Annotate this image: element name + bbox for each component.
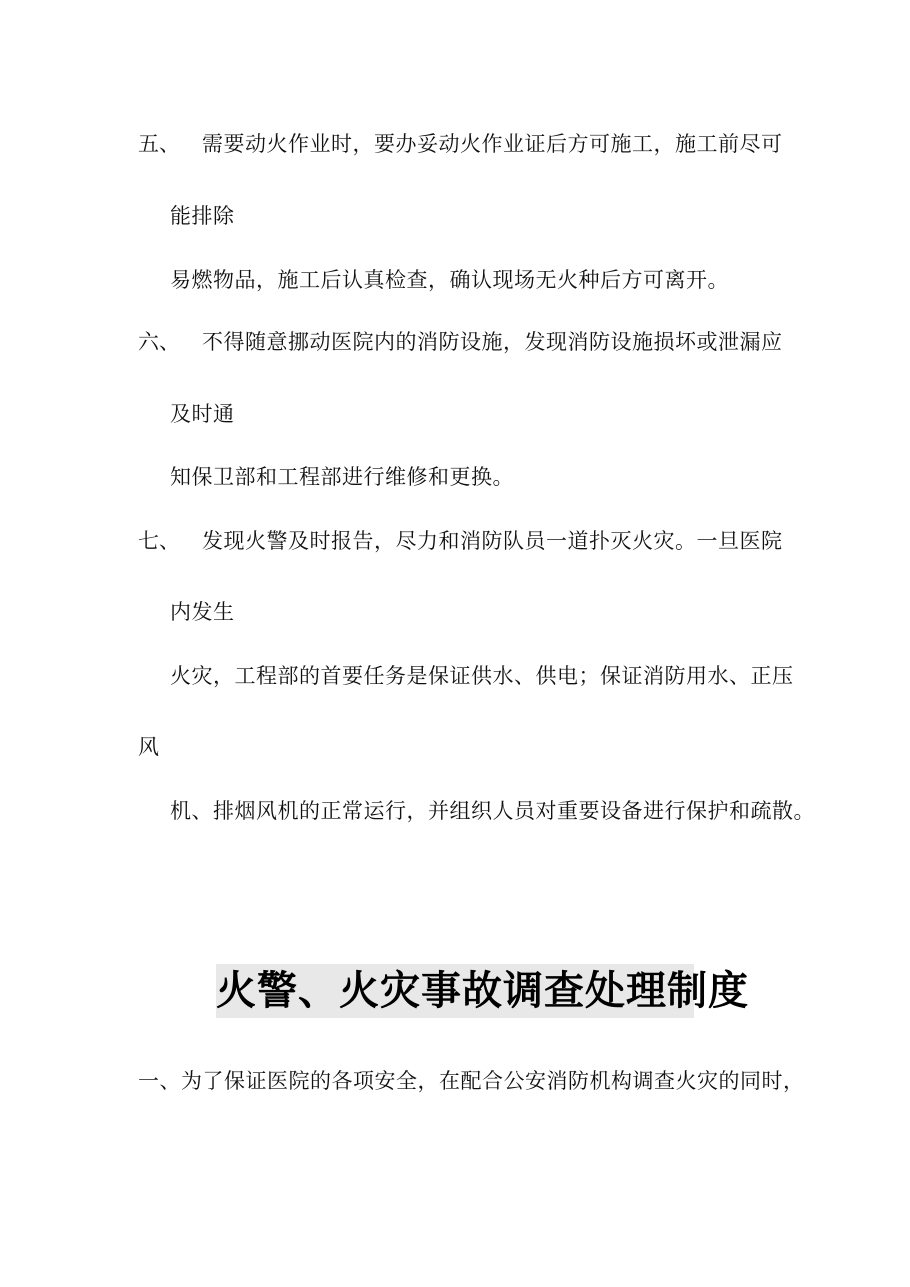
- item-7-number: 七、: [138, 529, 180, 553]
- item-5-number: 五、: [138, 132, 180, 156]
- item-6-continuation-2: 知保卫部和工程部进行维修和更换。: [170, 465, 514, 489]
- section-title: 火警、火灾事故调查处理制度: [216, 968, 749, 1014]
- item-7-continuation-4: 机、排烟风机的正常运行，并组织人员对重要设备进行保护和疏散。: [170, 799, 815, 823]
- item-7-continuation-1: 内发生: [170, 600, 235, 624]
- item-7-continuation-3: 风: [138, 735, 160, 759]
- item-5-continuation-1: 能排除: [170, 204, 235, 228]
- item-5-text: 需要动火作业时，要办妥动火作业证后方可施工，施工前尽可: [202, 132, 783, 156]
- item-6-continuation-1: 及时通: [170, 402, 235, 426]
- item-7-continuation-2: 火灾，工程部的首要任务是保证供水、供电；保证消防用水、正压: [170, 664, 794, 688]
- item-6-text: 不得随意挪动医院内的消防设施，发现消防设施损坏或泄漏应: [202, 330, 783, 354]
- item-7-text: 发现火警及时报告，尽力和消防队员一道扑灭火灾。一旦医院: [202, 529, 783, 553]
- item-6-number: 六、: [138, 330, 180, 354]
- item-5-continuation-2: 易燃物品，施工后认真检查，确认现场无火种后方可离开。: [170, 268, 729, 292]
- section-title-highlight: [216, 964, 749, 1018]
- section-item-1: 一、为了保证医院的各项安全，在配合公安消防机构调查火灾的同时，: [138, 1069, 805, 1093]
